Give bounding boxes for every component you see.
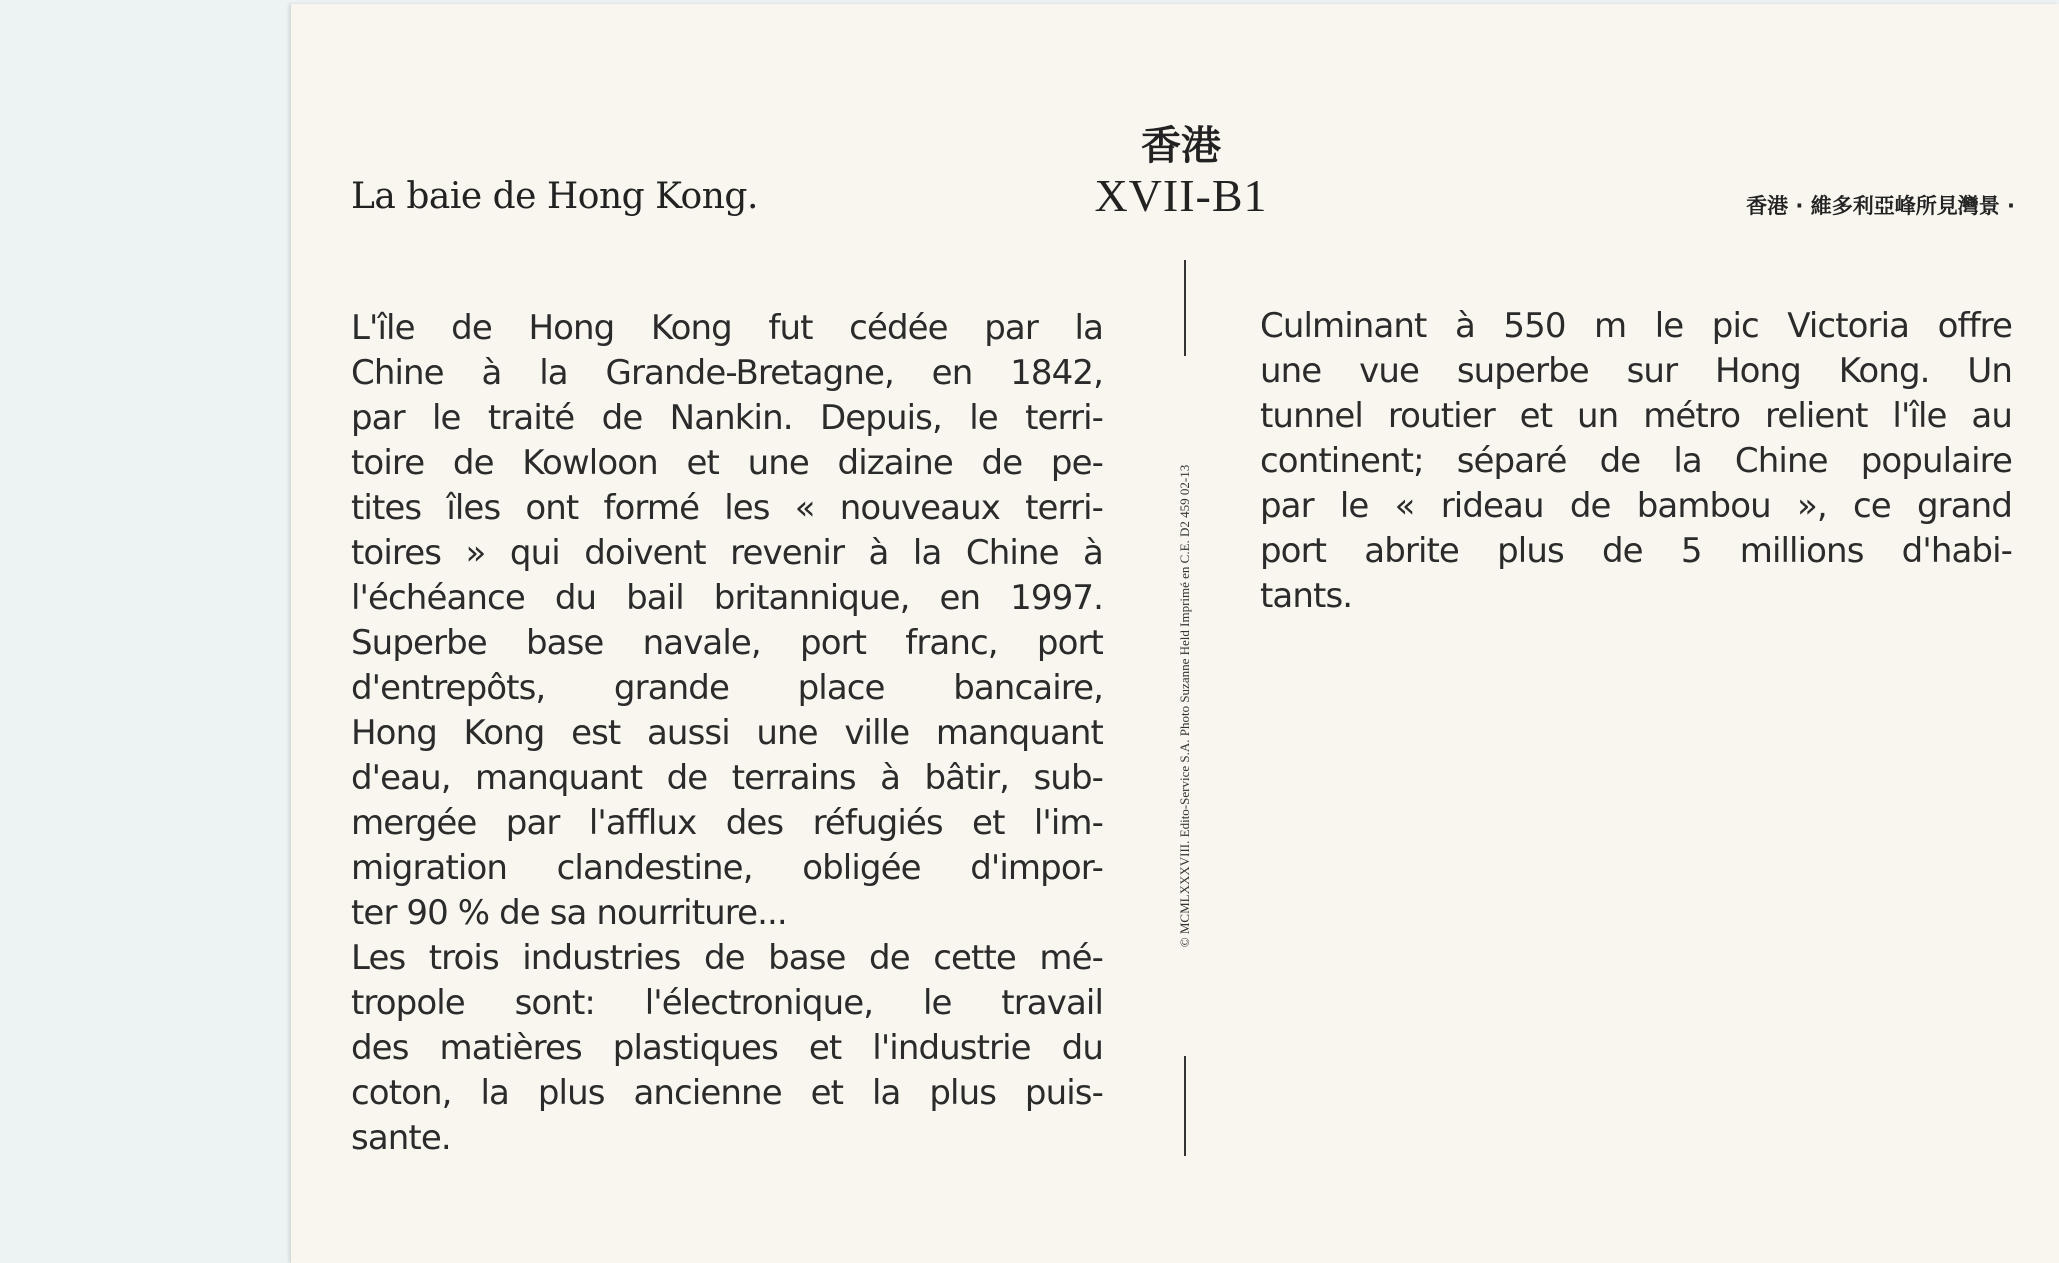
left-text-column <box>351 306 1103 1161</box>
text-line: tunnel routier et un métro relient l'île au <box>1260 396 2012 436</box>
text-line: L'île de Hong Kong fut cédée par la <box>351 308 1103 348</box>
text-line: d'entrepôts, grande place bancaire, <box>351 668 1103 708</box>
text-line: l'échéance du bail britannique, en 1997. <box>351 578 1103 618</box>
text-line: tites îles ont formé les « nouveaux terri- <box>351 488 1103 528</box>
text-line: d'eau, manquant de terrains à bâtir, sub- <box>351 758 1103 798</box>
text-line: tants. <box>1260 576 1353 616</box>
card-title: La baie de Hong Kong. <box>351 176 758 217</box>
card-reference-code: XVII-B1 <box>1094 170 1268 221</box>
divider-line-top <box>1184 260 1186 356</box>
text-line: tropole sont: l'électronique, le travail <box>351 983 1103 1023</box>
text-line: migration clandestine, obligée d'impor- <box>351 848 1103 888</box>
text-line: toire de Kowloon et une dizaine de pe- <box>351 443 1103 483</box>
text-line: des matières plastiques et l'industrie du <box>351 1028 1103 1068</box>
text-line: une vue superbe sur Hong Kong. Un <box>1260 351 2012 391</box>
text-line: sante. <box>351 1118 451 1158</box>
photo-credit: © MCMLXXXVIII. Edito-Service S.A. Photo Suzanne Held Imprimé en C.E. D2 459 02-13 <box>1177 464 1192 948</box>
center-chinese-title: 香港 <box>1141 123 1221 169</box>
text-line: Hong Kong est aussi une ville manquant <box>351 713 1103 753</box>
text-line: mergée par l'afflux des réfugiés et l'im- <box>351 803 1103 843</box>
right-text-column <box>1260 304 2012 619</box>
chinese-caption: 香港 · 維多利亞峰所見灣景 · <box>1746 194 2015 218</box>
postcard-back <box>291 4 2059 1263</box>
text-line: Les trois industries de base de cette mé- <box>351 938 1103 978</box>
text-line: par le traité de Nankin. Depuis, le terri- <box>351 398 1103 438</box>
divider-line-bottom <box>1184 1056 1186 1156</box>
text-line: Superbe base navale, port franc, port <box>351 623 1103 663</box>
text-line: Culminant à 550 m le pic Victoria offre <box>1260 306 2012 346</box>
text-line: toires » qui doivent revenir à la Chine à <box>351 533 1103 573</box>
text-line: continent; séparé de la Chine populaire <box>1260 441 2012 481</box>
text-line: par le « rideau de bambou », ce grand <box>1260 486 2012 526</box>
text-line: coton, la plus ancienne et la plus puis- <box>351 1073 1103 1113</box>
text-line: port abrite plus de 5 millions d'habi- <box>1260 531 2012 571</box>
text-line: Chine à la Grande-Bretagne, en 1842, <box>351 353 1103 393</box>
text-line: ter 90 % de sa nourriture... <box>351 893 787 933</box>
card-code-block <box>1061 122 1301 222</box>
